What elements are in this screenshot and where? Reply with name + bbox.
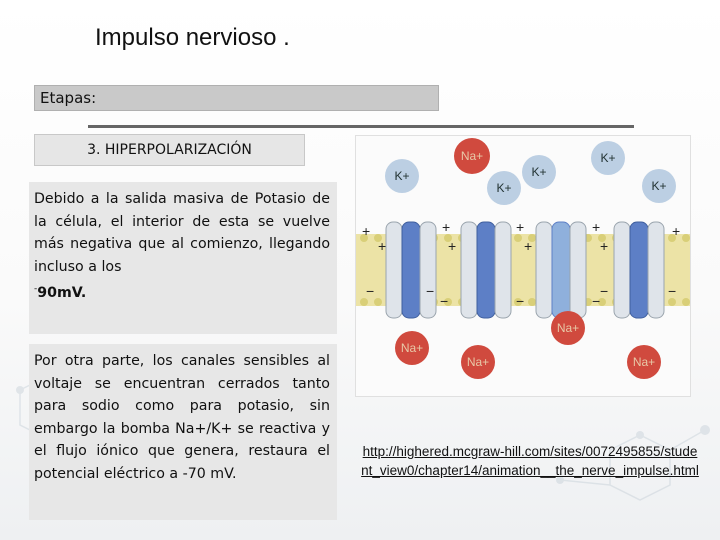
charge-minus: − [592, 293, 601, 309]
svg-text:Na+: Na+ [556, 321, 580, 335]
charge-plus: + [592, 219, 601, 235]
svg-text:Na+: Na+ [632, 355, 656, 369]
svg-text:Na+: Na+ [400, 341, 424, 355]
paragraph-2-text: Por otra parte, los canales sensibles al voltaje se encuentran cerrados tanto para sodio como para potasio, sin embargo la bomba Na+/K+ se reactiva y el flujo iónico que genera, restaura el potencial eléctrico a -70 mV. [34, 353, 330, 482]
charge-minus: − [440, 293, 449, 309]
svg-text:K+: K+ [651, 179, 667, 193]
voltage-value: 90mV. [37, 285, 87, 301]
charge-plus: + [378, 238, 387, 254]
paragraph-1-text: Debido a la salida masiva de Potasio de la célula, el interior de esta se vuelve más negativa que al comienzo, llegando incluso a los [34, 191, 330, 275]
na-ion [551, 311, 585, 345]
svg-text:K+: K+ [394, 169, 410, 183]
svg-text:K+: K+ [496, 181, 512, 195]
charge-minus: − [600, 283, 609, 299]
membrane-diagram [356, 136, 690, 396]
page-title: Impulso nervioso . [95, 24, 290, 51]
membrane-figure [355, 135, 691, 397]
na-ion [461, 345, 495, 379]
k-ion [487, 171, 521, 205]
charge-plus: + [600, 238, 609, 254]
divider-line [88, 125, 634, 128]
charge-plus: + [362, 223, 371, 239]
svg-text:K+: K+ [531, 165, 547, 179]
charge-plus: + [448, 238, 457, 254]
charge-plus: + [524, 238, 533, 254]
etapas-label: Etapas: [40, 89, 97, 107]
channel-3 [536, 222, 586, 318]
k-ion [591, 141, 625, 175]
charge-minus: − [426, 283, 435, 299]
channel-1 [386, 222, 436, 318]
text-panel-hyperpolarization [29, 182, 337, 334]
minus-sign: - [34, 284, 38, 294]
charge-plus: + [442, 219, 451, 235]
charge-plus: + [672, 223, 681, 239]
etapas-bar [34, 85, 439, 111]
charge-plus: + [516, 219, 525, 235]
na-ion [627, 345, 661, 379]
charge-minus: − [668, 283, 677, 299]
source-link[interactable]: http://highered.mcgraw-hill.com/sites/0072495855/student_view0/chapter14/animation__the_nerve_impulse.html [361, 444, 699, 478]
channel-2 [461, 222, 511, 318]
na-ion [454, 138, 490, 174]
na-ion [395, 331, 429, 365]
k-ion [522, 155, 556, 189]
k-ion [642, 169, 676, 203]
svg-text:Na+: Na+ [460, 149, 484, 163]
channel-4 [614, 222, 664, 318]
text-panel-pump [29, 344, 337, 520]
svg-text:Na+: Na+ [466, 355, 490, 369]
k-ion [385, 159, 419, 193]
svg-text:K+: K+ [600, 151, 616, 165]
stage-heading-box [34, 134, 305, 166]
charge-minus: − [366, 283, 375, 299]
stage-heading: 3. HIPERPOLARIZACIÓN [87, 142, 252, 158]
charge-minus: − [516, 293, 525, 309]
